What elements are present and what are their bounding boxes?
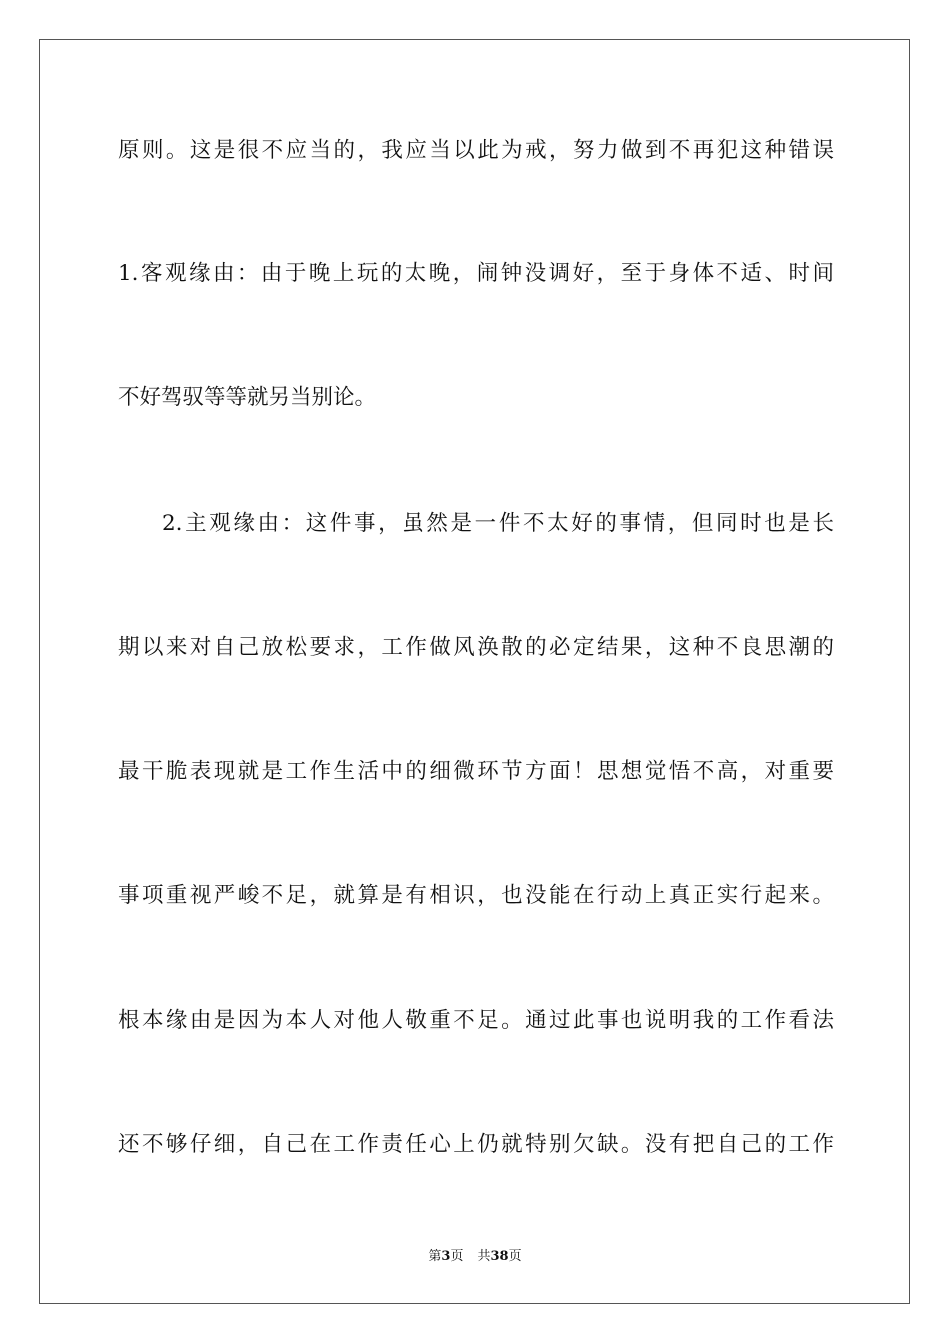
body-line-4: 2.主观缘由：这件事，虽然是一件不太好的事情，但同时也是长: [162, 511, 834, 536]
body-line-6: 最干脆表现就是工作生活中的细微环节方面！思想觉悟不高，对重要: [118, 759, 834, 784]
page-number: 3: [441, 1249, 451, 1264]
total-suffix: 页: [508, 1249, 522, 1264]
body-line-7: 事项重视严峻不足，就算是有相识，也没能在行动上真正实行起来。: [118, 883, 834, 908]
total-prefix: 共: [477, 1249, 491, 1264]
body-line-3: 不好驾驭等等就另当别论。: [118, 385, 377, 410]
body-line-2: 1.客观缘由：由于晚上玩的太晚，闹钟没调好，至于身体不适、时间: [118, 261, 834, 286]
page-suffix: 页: [450, 1249, 464, 1264]
page-prefix: 第: [428, 1249, 442, 1264]
page-footer: [0, 1248, 950, 1266]
body-line-5: 期以来对自己放松要求，工作做风涣散的必定结果，这种不良思潮的: [118, 635, 834, 660]
body-line-1: 原则。这是很不应当的，我应当以此为戒，努力做到不再犯这种错误: [118, 138, 834, 163]
body-line-8: 根本缘由是因为本人对他人敬重不足。通过此事也说明我的工作看法: [118, 1008, 834, 1033]
total-pages: 38: [490, 1249, 509, 1264]
body-line-9: 还不够仔细，自己在工作责任心上仍就特别欠缺。没有把自己的工作: [118, 1132, 834, 1157]
page-border: [39, 39, 910, 1304]
